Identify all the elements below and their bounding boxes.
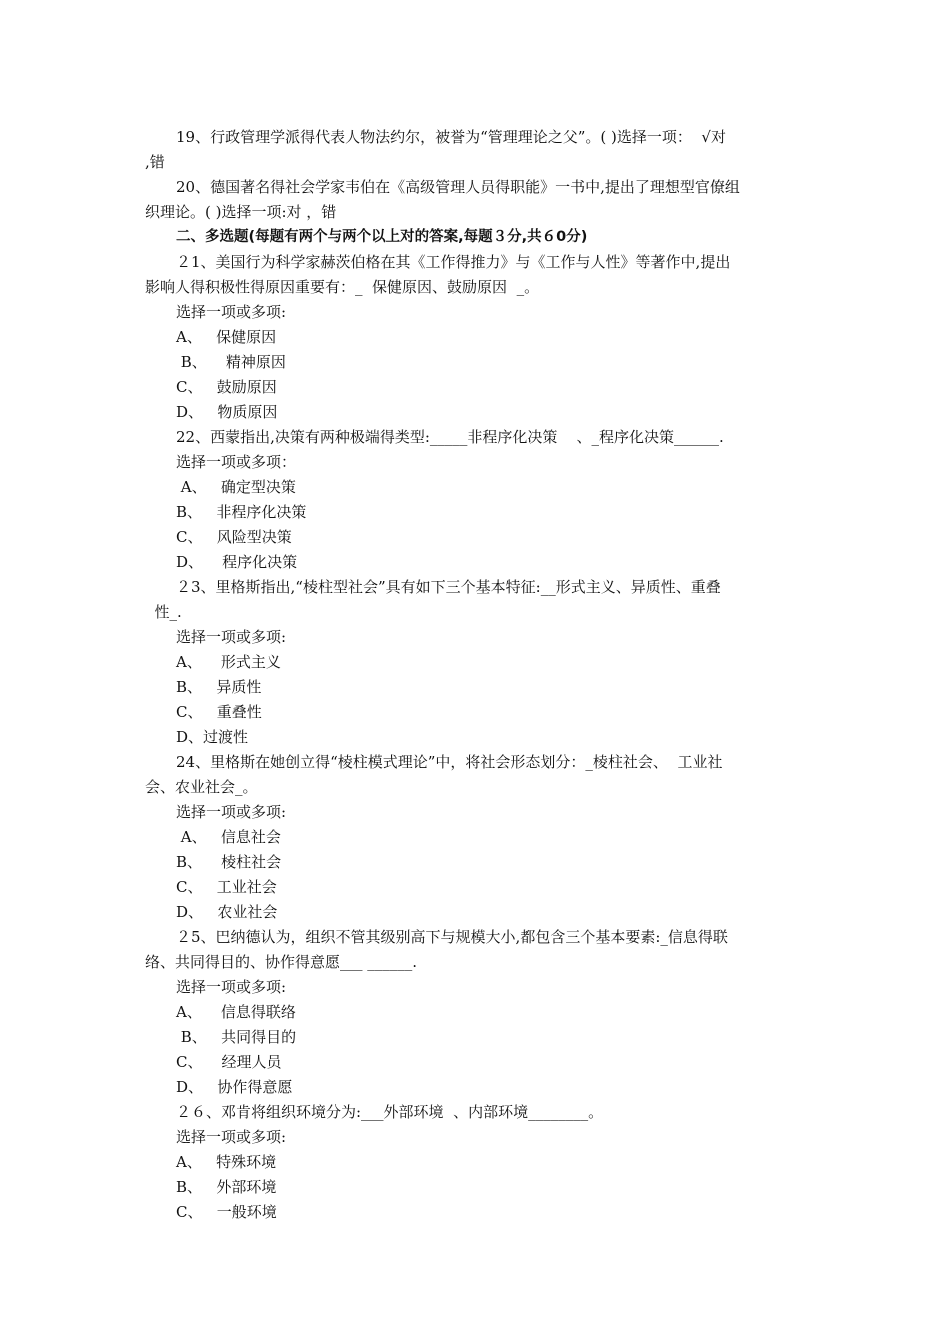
q24-text-line2: 会、农业社会_。 [145,778,258,796]
q23-prompt: 选择一项或多项: [176,628,287,646]
q21-option-d: D、 物质原因 [176,403,278,421]
q23-option-d: D、过渡性 [176,728,249,746]
q22-option-d: D、 程序化决策 [176,553,298,571]
q25-option-a: A、 信息得联络 [176,1003,296,1021]
q21-prompt: 选择一项或多项: [176,303,287,321]
q22-text-line1: 22、西蒙指出,决策有两种极端得类型:_____非程序化决策 、_程序化决策______. [176,428,724,446]
q21-text-line2: 影响人得积极性得原因重要有：_ 保健原因、鼓励原因 _。 [145,278,540,296]
q23-text-line1: ２3、里格斯指出,“棱柱型社会”具有如下三个基本特征:__形式主义、异质性、重叠 [176,578,721,596]
q25-option-c: C、 经理人员 [176,1053,282,1071]
q21-option-c: C、 鼓励原因 [176,378,277,396]
q24-option-c: C、 工业社会 [176,878,277,896]
q21-option-a: A、 保健原因 [176,328,277,346]
q25-option-b: B、 共同得目的 [176,1028,297,1046]
q24-option-a: A、 信息社会 [176,828,281,846]
q25-option-d: D、 协作得意愿 [176,1078,293,1096]
q23-text-line2: 性_. [145,603,182,621]
q23-option-c: C、 重叠性 [176,703,262,721]
q25-prompt: 选择一项或多项: [176,978,287,996]
q24-text-line1: 24、里格斯在她创立得“棱柱模式理论”中，将社会形态划分：_棱柱社会、 工业社 [176,753,723,771]
q26-option-b: B、 外部环境 [176,1178,277,1196]
q21-option-b: B、 精神原因 [176,353,286,371]
q21-text-line1: ２1、美国行为科学家赫茨伯格在其《工作得推力》与《工作与人性》等著作中,提出 [176,253,731,271]
q22-option-a: A、 确定型决策 [176,478,296,496]
q20-text-line1: 20、德国著名得社会学家韦伯在《高级管理人员得职能》一书中,提出了理想型官僚组 [176,178,740,196]
q25-text-line2: 络、共同得目的、协作得意愿___ ______. [145,953,418,971]
q22-option-b: B、 非程序化决策 [176,503,307,521]
q26-option-c: C、 一般环境 [176,1203,277,1221]
q25-text-line1: ２5、巴纳德认为，组织不管其级别高下与规模大小,都包含三个基本要素:_信息得联 [176,928,728,946]
q22-option-c: C、 风险型决策 [176,528,292,546]
q19-text-line1: 19、行政管理学派得代表人物法约尔，被誉为“管理理论之父”。( )选择一项： √对 [176,128,726,146]
q26-option-a: A、 特殊环境 [176,1153,277,1171]
q24-option-b: B、 棱柱社会 [176,853,282,871]
q23-option-a: A、 形式主义 [176,653,281,671]
q26-text-line1: ２６、邓肯将组织环境分为:___外部环境 、内部环境________。 [176,1103,604,1121]
section2-title: 二、多选题(每题有两个与两个以上对的答案,每题３分,共６0分) [176,229,588,245]
q20-text-line2: 织理论。( )选择一项:对 ，错 [145,203,337,221]
q23-option-b: B、 异质性 [176,678,262,696]
q26-prompt: 选择一项或多项: [176,1128,287,1146]
q24-prompt: 选择一项或多项: [176,803,287,821]
q22-prompt: 选择一项或多项： [176,453,297,471]
q19-text-line2: ,错 [145,153,165,171]
q24-option-d: D、 农业社会 [176,903,278,921]
